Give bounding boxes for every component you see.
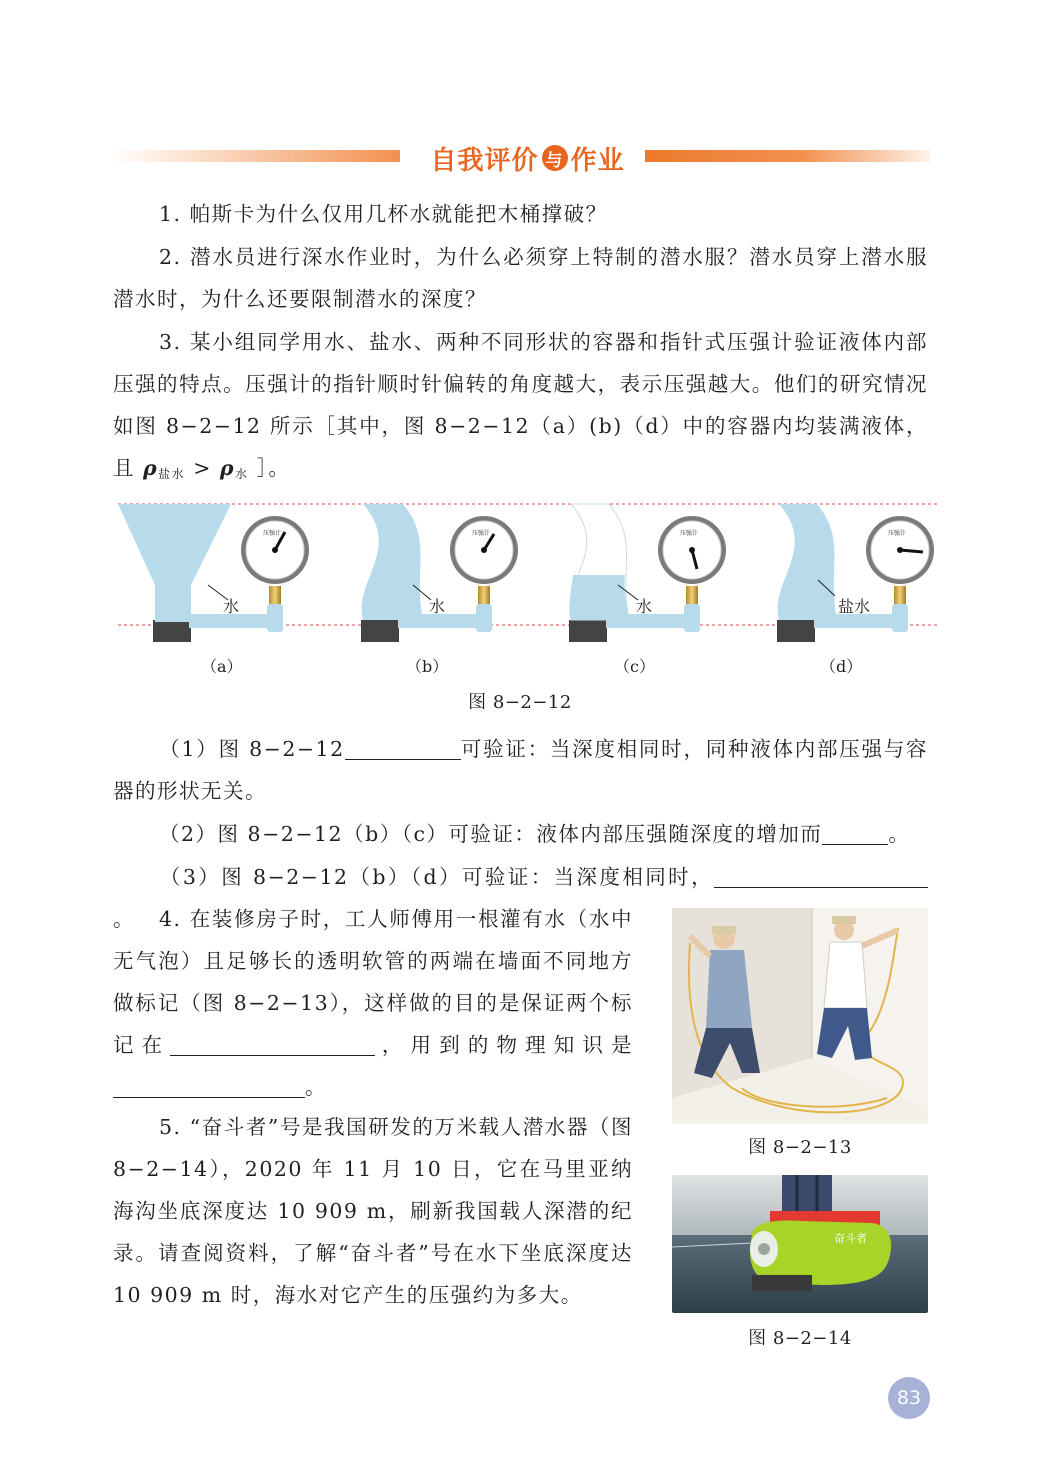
figure-8-2-13-image xyxy=(672,908,928,1124)
sublabel-d: （d） xyxy=(820,657,863,676)
part-1-prefix: （1）图 8−2−12 xyxy=(159,737,345,761)
blank-3[interactable] xyxy=(714,865,928,888)
question-4 xyxy=(113,898,633,1108)
part-1-text: 可验证：当深度相同时，同种液体内部压强与容器的形状无关。 xyxy=(113,737,928,803)
question-2-text: 2. 潜水员进行深水作业时，为什么必须穿上特制的潜水服？潜水员穿上潜水服潜水时，为什么还要限制潜水的深度？ xyxy=(113,245,928,311)
rho-subscript-water: 水 xyxy=(235,467,249,481)
liquid-label-c: 水 xyxy=(636,597,653,616)
gauge-label-c: 压强计 xyxy=(680,530,699,537)
question-1 xyxy=(113,193,928,235)
section-title-left: 自我评价 xyxy=(430,145,539,176)
rho-symbol: ρ xyxy=(143,456,159,480)
sublabel-a: （a） xyxy=(201,657,243,676)
section-title-right: 作业 xyxy=(570,145,625,176)
blank-4a[interactable] xyxy=(170,1033,375,1056)
part-3-text: （3）图 8−2−12（b）（d）可验证：当深度相同时， xyxy=(159,865,714,889)
figure-8-2-14-caption: 图 8−2−14 xyxy=(748,1328,852,1349)
blank-2[interactable] xyxy=(822,822,888,845)
liquid-label-b: 水 xyxy=(429,597,446,616)
liquid-label-d: 盐水 xyxy=(838,597,871,616)
part-2-end: 。 xyxy=(888,822,911,846)
header-bar-right xyxy=(645,150,930,162)
sublabel-b: （b） xyxy=(406,657,449,676)
header-bar-left xyxy=(110,150,400,162)
page-number: 83 xyxy=(888,1377,930,1419)
question-5-text: 5. “奋斗者”号是我国研发的万米载人潜水器（图 8−2−14），2020 年 11 月 10 日，它在马里亚纳海沟坐底深度达 10 909 m，刷新我国载人深潜的纪录。请查阅资料，了解“奋斗者”号在水下坐底深度达 10 909 m 时，海水对它产生的压强约为多大。 xyxy=(113,1115,633,1307)
figure-8-2-12 xyxy=(113,500,938,690)
question-4-text-b: ，用到的物理知识是 xyxy=(375,1033,634,1057)
figure-8-2-14-image xyxy=(672,1175,928,1313)
apparatus-d xyxy=(777,504,934,642)
question-2 xyxy=(113,236,928,320)
section-title-mid: 与 xyxy=(542,145,568,171)
blank-1[interactable] xyxy=(345,737,461,760)
apparatus-a xyxy=(118,504,309,642)
rho-symbol-2: ρ xyxy=(219,456,236,480)
figure-8-2-13-caption: 图 8−2−13 xyxy=(748,1137,852,1158)
section-title xyxy=(415,138,640,178)
apparatus-c xyxy=(569,504,726,642)
greater-than: > xyxy=(185,456,220,480)
apparatus-b xyxy=(361,504,518,642)
part-2-text: （2）图 8−2−12（b）（c）可验证：液体内部压强随深度的增加而 xyxy=(159,822,823,846)
liquid-label-a: 水 xyxy=(223,597,240,616)
gauge-label-d: 压强计 xyxy=(888,530,907,537)
section-header xyxy=(110,138,930,178)
blank-4b[interactable] xyxy=(113,1075,305,1098)
question-3-end: ］。 xyxy=(248,456,291,480)
gauge-label-b: 压强计 xyxy=(472,530,491,537)
question-1-text: 1. 帕斯卡为什么仅用几杯水就能把木桶撑破？ xyxy=(159,202,608,226)
question-3-text: 3. 某小组同学用水、盐水、两种不同形状的容器和指针式压强计验证液体内部压强的特点。压强计的指针顺时针偏转的角度越大，表示压强越大。他们的研究情况如图 8−2−12 所示［其中，图 8−2−12（a）(b)（d）中的容器内均装满液体，且 xyxy=(113,330,928,480)
submersible-name: 奋斗者 xyxy=(834,1232,867,1245)
question-4-text: 4. 在装修房子时，工人师傅用一根灌有水（水中无气泡）且足够长的透明软管的两端在墙面不同地方做标记（图 8−2−13），这样做的目的是保证两个标记在 xyxy=(113,907,633,1057)
sublabel-c: （c） xyxy=(614,657,655,676)
question-5 xyxy=(113,1106,633,1316)
rho-subscript-salt: 盐水 xyxy=(158,467,186,481)
question-3-part-1 xyxy=(113,728,928,812)
part-3-end: 。 xyxy=(113,907,135,931)
gauge-label-a: 压强计 xyxy=(263,530,282,537)
question-4-end: 。 xyxy=(305,1075,327,1099)
question-3-part-2 xyxy=(113,813,928,855)
figure-8-2-12-caption: 图 8−2−12 xyxy=(468,692,572,713)
question-3 xyxy=(113,321,928,495)
